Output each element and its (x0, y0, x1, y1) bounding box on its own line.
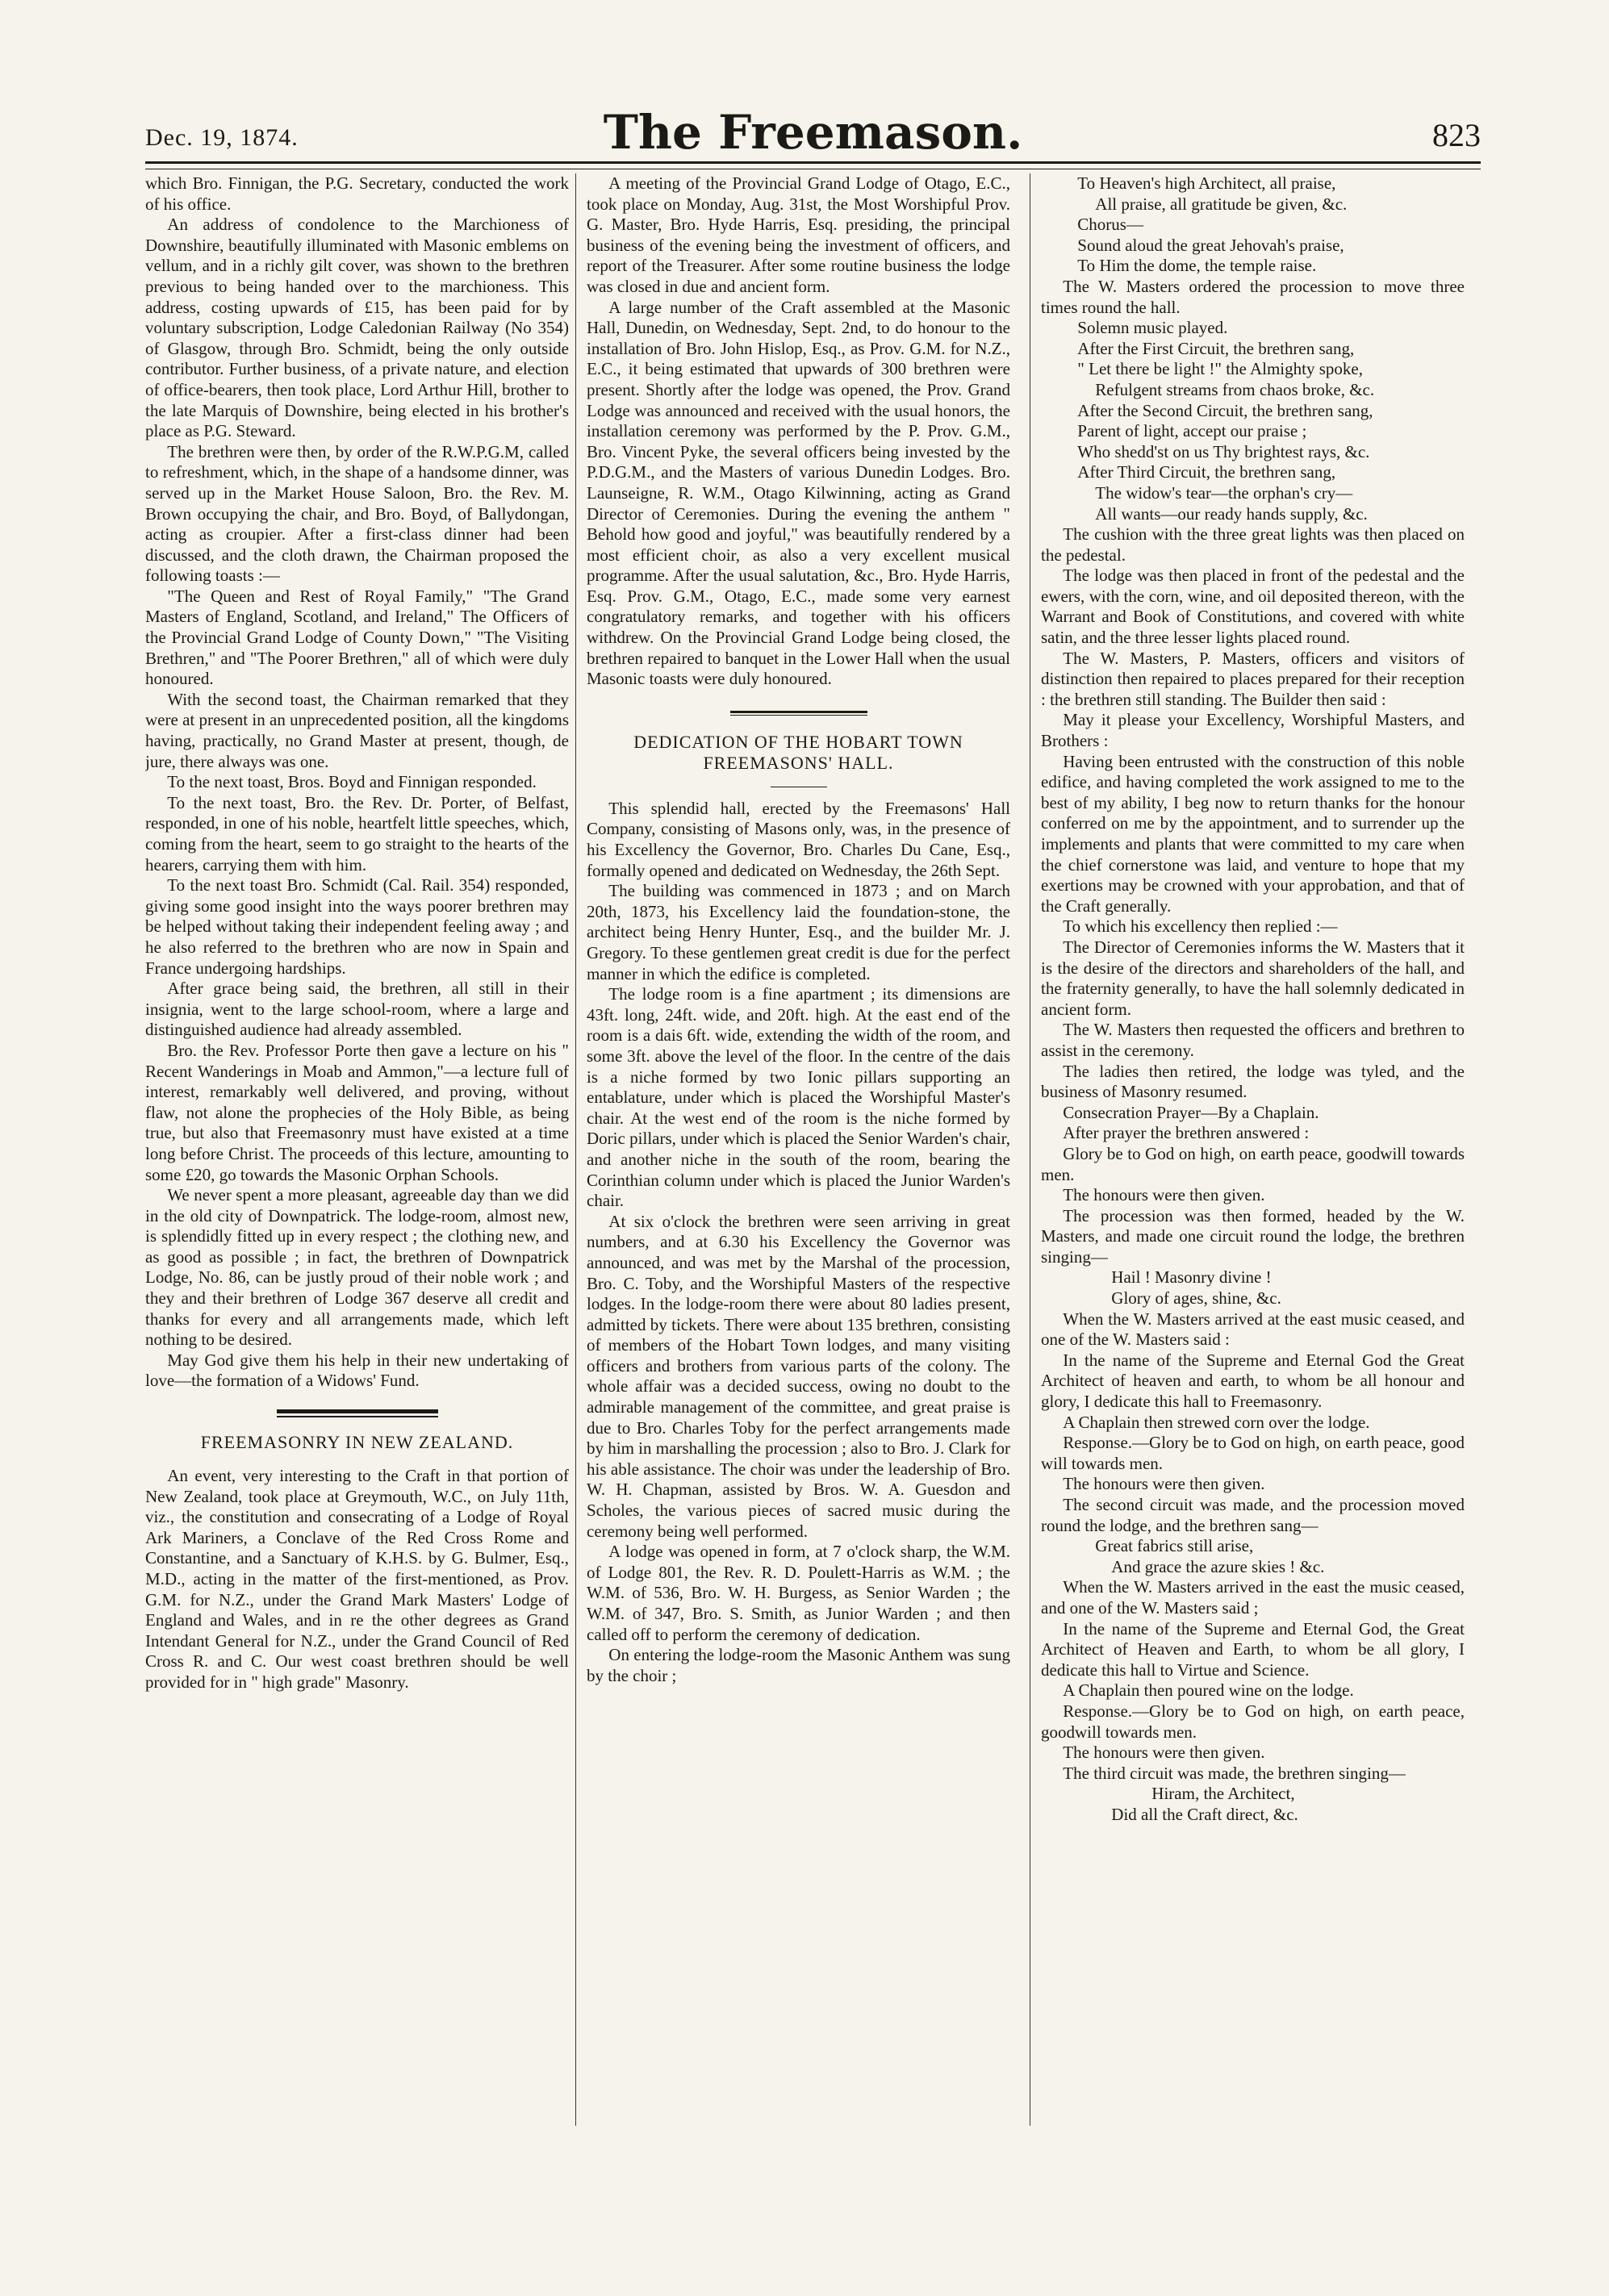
paragraph: The W. Masters, P. Masters, officers and visitors of distinction then repaired to places prepared for their reception : the brethren still standing. The Builder then said : (1041, 648, 1465, 709)
verse-line: Glory of ages, shine, &c. (1111, 1288, 1281, 1309)
paragraph: The W. Masters then requested the officers and brethren to assist in the ceremony. (1041, 1020, 1465, 1060)
issue-date: Dec. 19, 1874. (145, 124, 299, 151)
paragraph: A lodge was opened in form, at 7 o'clock sharp, the W.M. of Lodge 801, the Rev. R. D. Poulett-Harris as W.M. ; the W.M. of 536, Bro. W. H. Burgess, as Senior Warden ; the W.M. of 347, Bro. S. Smith, as Junior Warden ; and then called off to perform the ceremony of dedication. (587, 1542, 1010, 1644)
masthead (145, 105, 1481, 161)
verse-line: Hail ! Masonry divine ! (1111, 1267, 1272, 1288)
paragraph: A meeting of the Provincial Grand Lodge of Otago, E.C., took place on Monday, Aug. 31st, the Most Worshipful Prov. G. Master, Bro. Hyde Harris, Esq. presiding, the principal business of the evening being the investment of officers, and report of the Treasurer. After some routine business the lodge was closed in due and ancient form. (587, 173, 1010, 296)
paragraph: A Chaplain then poured wine on the lodge. (1063, 1680, 1354, 1701)
article-heading-hobart: DEDICATION OF THE HOBART TOWN FREEMASONS' HALL. (633, 731, 963, 773)
paragraph: When the W. Masters arrived at the east music ceased, and one of the W. Masters said : (1041, 1309, 1465, 1350)
section-divider (730, 711, 867, 716)
paragraph: An address of condolence to the Marchioness of Downshire, beautifully illuminated with Masonic emblems on vellum, and in a richly gilt cover, was shown to the brethren previous to being handed over to the marchioness. This address, costing upwards of £15, has been paid for by voluntary subscription, Lodge Caledonian Railway (No 354) of Glasgow, through Bro. Schmidt, being the only outside contributor. Further business, of a private nature, and election of office-bearers, then took place, Lord Arthur Hill, brother to the late Marquis of Downshire, being elected in his brother's place as P.G. Steward. (145, 215, 569, 441)
paragraph: In the name of the Supreme and Eternal God the Great Architect of heaven and earth, to whom be all honour and glory, I dedicate this hall to Freemasonry. (1041, 1350, 1465, 1412)
paragraph: On entering the lodge-room the Masonic Anthem was sung by the choir ; (587, 1645, 1010, 1685)
paragraph: The Director of Ceremonies informs the W. Masters that it is the desire of the directors and shareholders of the hall, and the fraternity generally, to have the hall solemnly dedicated in ancient form. (1041, 937, 1465, 1019)
paragraph: To which his excellency then replied :— (1063, 916, 1338, 937)
paragraph: which Bro. Finnigan, the P.G. Secretary, conducted the work of his office. (145, 173, 569, 214)
column-separator (575, 173, 576, 2126)
paragraph: To the next toast, Bro. the Rev. Dr. Porter, of Belfast, responded, in one of his noble, heartfelt little speeches, which, coming from the heart, seem to go straight to the hearts of the hearers, carrying them with him. (145, 792, 569, 875)
paragraph: The W. Masters ordered the procession to move three times round the hall. (1041, 276, 1465, 317)
paragraph: The brethren were then, by order of the R.W.P.G.M, called to refreshment, which, in the shape of a handsome dinner, was served up in the Market House Saloon, Bro. the Rev. M. Brown occupying the chair, and Bro. Boyd, of Ballydongan, acting as croupier. After a first-class dinner had been discussed, and the cloth drawn, the Chairman proposed the following toasts :— (145, 441, 569, 586)
verse-line: Refulgent streams from chaos broke, &c. (1095, 379, 1375, 399)
paragraph: To the next toast Bro. Schmidt (Cal. Rail. 354) responded, giving some good insight into the ways poorer brethren may be helped without taking their independent feeling away ; and he also referred to the brethren who are now in Spain and France undergoing hardships. (145, 875, 569, 978)
verse-line: Parent of light, accept our praise ; (1077, 421, 1307, 441)
verse-line: After Third Circuit, the brethren sang, (1077, 462, 1336, 482)
article-heading-new-zealand: FREEMASONRY IN NEW ZEALAND. (200, 1432, 514, 1453)
paragraph: A Chaplain then strewed corn over the lodge. (1063, 1412, 1370, 1432)
paragraph: A large number of the Craft assembled at the Masonic Hall, Dunedin, on Wednesday, Sept. 2nd, to do honour to the installation of Bro. John Hislop, Esq., as Prov. G.M. for N.Z., E.C., it being estimated that upwards of 300 brethren were present. Shortly after the lodge was opened, the Prov. Grand Lodge was announced and received with the usual honors, the installation ceremony was performed by the P. Prov. G.M., Bro. Vincent Pyke, the several officers being invested by the P.D.G.M., and the Masters of various Dunedin Lodges. Bro. Launseigne, R. W.M., Otago Kilwinning, acting as Grand Director of Ceremonies. During the evening the anthem " Behold how good and joyful," was beautifully rendered by a most efficient choir, as also a very excellent musical programme. After the usual salutation, &c., Bro. Hyde Harris, Esq. Prov. G.M., Otago, E.C., made some very earnest congratulatory remarks, and together with his officers withdrew. On the Provincial Grand Lodge being closed, the brethren repaired to banquet in the Lower Hall when the usual Masonic toasts were duly honoured. (587, 297, 1010, 689)
paragraph: The ladies then retired, the lodge was tyled, and the business of Masonry resumed. (1041, 1061, 1465, 1102)
verse-line: And grace the azure skies ! &c. (1111, 1556, 1325, 1576)
paragraph: The third circuit was made, the brethren singing— (1063, 1763, 1406, 1783)
section-divider (277, 1409, 438, 1417)
verse-line: Chorus— (1077, 215, 1143, 235)
paragraph: At six o'clock the brethren were seen arriving in great numbers, and at 6.30 his Excellency the Governor was announced, and was met by the Marshal of the procession, Bro. C. Toby, and the Worshipful Masters of the respective lodges. In the lodge-room there were about 80 ladies present, admitted by tickets. There were about 135 brethren, consisting of members of the Hobart Town lodges, and many visiting officers and brothers from various parts of the colony. The whole affair was a decided success, owing no doubt to the admirable management of the committee, and great praise is due to Bro. Charles Toby for the perfect arrangements made by him in marshalling the procession ; also to Bro. J. Clark for his able assistance. The choir was under the leadership of Bro. W. H. Chapman, assisted by Bros. W. A. Guesdon and Scholes, the various pieces of sacred music during the ceremony being well performed. (587, 1211, 1010, 1541)
paragraph: Response.—Glory be to God on high, on earth peace, goodwill towards men. (1041, 1701, 1465, 1742)
paragraph: After grace being said, the brethren, all still in their insignia, went to the large school-room, where a large and distinguished audience had already assembled. (145, 979, 569, 1040)
verse-line: Who shedd'st on us Thy brightest rays, &c. (1077, 441, 1370, 461)
paragraph: Glory be to God on high, on earth peace, goodwill towards men. (1041, 1143, 1465, 1184)
paragraph: The lodge room is a fine apartment ; its dimensions are 43ft. long, 24ft. wide, and 20ft. high. At the east end of the room is a dais 6ft. wide, extending the width of the room, and some 3ft. above the level of the floor. In the centre of the dais is a niche formed by two Ionic pillars supporting an entablature, under which is placed the Worshipful Master's chair. At the west end of the room is the niche formed by Doric pillars, under which is placed the Senior Warden's chair, and another niche in the south of the room, bearing the Corinthian column under which is placed the Junior Warden's chair. (587, 984, 1010, 1211)
verse-line: After the First Circuit, the brethren sang, (1077, 338, 1355, 358)
paragraph: The cushion with the three great lights was then placed on the pedestal. (1041, 524, 1465, 565)
column-1 (145, 173, 569, 2174)
paragraph: This splendid hall, erected by the Freemasons' Hall Company, consisting of Masons only, was, in the presence of his Excellency the Governor, Bro. Charles Du Cane, Esq., formally opened and dedicated on Wednesday, the 26th Sept. (587, 798, 1010, 880)
verse-line: " Let there be light !" the Almighty spoke, (1077, 359, 1363, 379)
paragraph: After prayer the brethren answered : (1063, 1123, 1310, 1143)
downpatrick-article (145, 173, 569, 1392)
paragraph: The building was commenced in 1873 ; and on March 20th, 1873, his Excellency laid the foundation-stone, the architect being Henry Hunter, Esq., and the builder Mr. J. Gregory. To these gentlemen great credit is due for the perfect manner in which the edifice is completed. (587, 881, 1010, 983)
paragraph: When the W. Masters arrived in the east the music ceased, and one of the W. Masters said ; (1041, 1577, 1465, 1618)
paragraph: In the name of the Supreme and Eternal God, the Great Architect of Heaven and Earth, to whom be all glory, I dedicate this hall to Virtue and Science. (1041, 1618, 1465, 1680)
paragraph: An event, very interesting to the Craft in that portion of New Zealand, took place at Greymouth, W.C., on July 11th, viz., the constitution and consecrating of a Lodge of Royal Ark Mariners, a Conclave of the Red Cross Rome and Constantine, and a Sanctuary of K.H.S. by G. Bulmer, Esq., M.D., acting in the matter of the first-mentioned, as Prov. G.M. for N.Z., under the Grand Mark Masters' Lodge of England and Wales, and in re the other degrees as Grand Intendant General for N.Z., under the Grand Council of Red Cross R. and C. Our west coast brethren should be well provided for in " high grade" Masonry. (145, 1466, 569, 1692)
paragraph: With the second toast, the Chairman remarked that they were at present in an unprecedented position, all the kingdoms having, practically, no Grand Master at present, though, de jure, there always was one. (145, 689, 569, 771)
hobart-article-continued (1041, 173, 1465, 1826)
paragraph: May God give them his help in their new undertaking of love—the formation of a Widows' Fund. (145, 1350, 569, 1391)
paragraph: Having been entrusted with the construction of this noble edifice, and having completed the work assigned to me to the best of my ability, I beg now to return thanks for the honour conferred on me by the appointment, and to surrender up the implements and plants that were committed to my care when the chief cornerstone was laid, and venture to hope that my exertions may be crowned with your approbation, and that of the Craft generally. (1041, 751, 1465, 916)
verse-line: All praise, all gratitude be given, &c. (1095, 194, 1348, 214)
new-zealand-article (145, 1466, 569, 1693)
verse-line: Did all the Craft direct, &c. (1111, 1804, 1298, 1824)
verse-line: Hiram, the Architect, (1151, 1784, 1295, 1804)
verse-line: Sound aloud the great Jehovah's praise, (1077, 235, 1344, 255)
paragraph: Response.—Glory be to God on high, on earth peace, good will towards men. (1041, 1433, 1465, 1473)
paragraph: May it please your Excellency, Worshipful Masters, and Brothers : (1041, 710, 1465, 751)
verse-line: To Him the dome, the temple raise. (1077, 256, 1317, 276)
otago-article (587, 173, 1010, 690)
paragraph: Consecration Prayer—By a Chaplain. (1063, 1102, 1319, 1122)
paragraph: We never spent a more pleasant, agreeable day than we did in the old city of Downpatrick. The lodge-room, almost new, is splendidly fitted up in every respect ; the clothing new, and as good as possible ; in fact, the brethren of Downpatrick Lodge, No. 86, can be justly proud of their noble work ; and they and their brethren of Lodge 367 deserve all credit and thanks for every and all arrangements made, which left nothing to be desired. (145, 1185, 569, 1350)
hobart-article (587, 799, 1010, 1687)
verse-line: The widow's tear—the orphan's cry— (1095, 482, 1353, 503)
paragraph: The second circuit was made, and the procession moved round the lodge, and the brethren sang— (1041, 1495, 1465, 1535)
paragraph: The honours were then given. (1063, 1474, 1265, 1494)
masthead-rule (145, 161, 1481, 169)
verse-line: All wants—our ready hands supply, &c. (1095, 503, 1368, 524)
column-3 (1041, 173, 1465, 2174)
page-number: 823 (1432, 117, 1481, 153)
paragraph: Bro. the Rev. Professor Porte then gave a lecture on his " Recent Wanderings in Moab and Ammon,"—a lecture full of interest, remarkably well delivered, and proving, without flaw, not alone the prophecies of the Holy Bible, as being true, but also that Freemasonry must have existed at a time long before Christ. The proceeds of this lecture, amounting to some £20, go towards the Masonic Orphan Schools. (145, 1040, 569, 1184)
verse-line: Great fabrics still arise, (1095, 1536, 1254, 1556)
newspaper-title: The Freemason. (603, 105, 1023, 160)
paragraph: The procession was then formed, headed by the W. Masters, and made one circuit round the lodge, the brethren singing— (1041, 1205, 1465, 1267)
verse-line: To Heaven's high Architect, all praise, (1077, 173, 1336, 193)
verse-line: Solemn music played. (1077, 318, 1228, 338)
paragraph: The honours were then given. (1063, 1743, 1265, 1763)
paragraph: To the next toast, Bros. Boyd and Finnigan responded. (167, 772, 537, 792)
paragraph: The honours were then given. (1063, 1185, 1265, 1205)
paragraph: The lodge was then placed in front of the pedestal and the ewers, with the corn, wine, and oil deposited thereon, with the Warrant and Book of Constitutions, and covered with white satin, and the three lesser lights placed round. (1041, 566, 1465, 648)
paragraph: "The Queen and Rest of Royal Family," "The Grand Masters of England, Scotland, and Ireland," The Officers of the Provincial Grand Lodge of County Down," "The Visiting Brethren," and "The Poorer Brethren," all of which were duly honoured. (145, 586, 569, 689)
column-2 (587, 173, 1010, 2174)
verse-line: After the Second Circuit, the brethren sang, (1077, 400, 1373, 420)
